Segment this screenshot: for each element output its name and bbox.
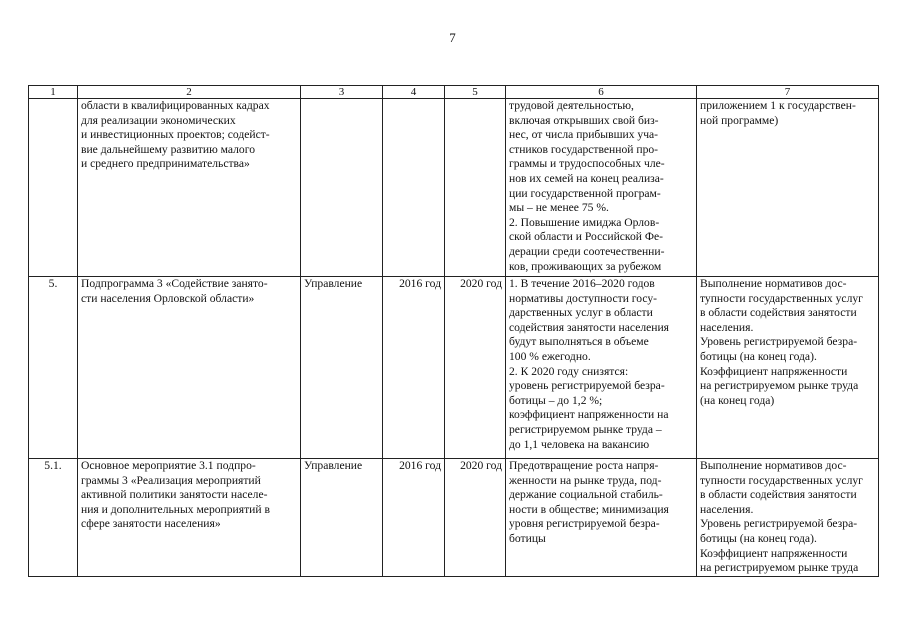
end-year	[445, 99, 506, 277]
expected-result: трудовой деятельностью, включая открывших свой биз- нес, от числа прибывших уча- стников государственной про- граммы и трудоспособных чле- нов их семей на конец реализа- ции государственной програм- мы – не менее 75 %. 2. Повышение имиджа Орлов- ской области и Российской Фе- дерации среди соотечественни- ков, проживающих за рубежом	[506, 99, 697, 277]
page-number: 7	[449, 30, 456, 45]
header-col-5: 5	[445, 86, 506, 99]
executor: Управление	[301, 277, 383, 459]
indicators: Выполнение нормативов дос- тупности государственных услуг в области содействия занятости населения. Уровень регистрируемой безра- ботицы (на конец года). Коэффициент напряженности на регистрируемом рынке труда (на конец года)	[697, 277, 879, 459]
start-year	[383, 99, 445, 277]
expected-result: 1. В течение 2016–2020 годов нормативы доступности госу- дарственных услуг в области содействия занятости населения будут выполняться в объеме 100 % ежегодно. 2. К 2020 году снизятся: уровень регистрируемой безра- ботицы – до 1,2 %; коэффициент напряженности на регистрируемом рынке труда – до 1,1 человека на вакансию	[506, 277, 697, 459]
measure-name: Основное мероприятие 3.1 подпро- граммы 3 «Реализация мероприятий активной политики занятости населе- ния и дополнительных мероприятий в сфере занятости населения»	[78, 459, 301, 577]
end-year: 2020 год	[445, 277, 506, 459]
indicators: приложением 1 к государствен- ной программе)	[697, 99, 879, 277]
expected-result: Предотвращение роста напря- женности на рынке труда, под- держание социальной стабиль- ности в обществе; минимизация уровня регистрируемой безра- ботицы	[506, 459, 697, 577]
header-col-1: 1	[29, 86, 78, 99]
indicators: Выполнение нормативов дос- тупности государственных услуг в области содействия занятости населения. Уровень регистрируемой безра- ботицы (на конец года). Коэффициент напряженности на регистрируемом рынке труда	[697, 459, 879, 577]
measure-name: Подпрограмма 3 «Содействие занято- сти населения Орловской области»	[78, 277, 301, 459]
executor	[301, 99, 383, 277]
row-number: 5.1.	[29, 459, 78, 577]
row-number: 5.	[29, 277, 78, 459]
header-col-6: 6	[506, 86, 697, 99]
program-table	[28, 85, 879, 577]
table-row	[29, 459, 879, 577]
executor: Управление	[301, 459, 383, 577]
header-col-7: 7	[697, 86, 879, 99]
header-col-2: 2	[78, 86, 301, 99]
table-row	[29, 99, 879, 277]
table-row	[29, 277, 879, 459]
row-number	[29, 99, 78, 277]
header-col-4: 4	[383, 86, 445, 99]
start-year: 2016 год	[383, 277, 445, 459]
header-col-3: 3	[301, 86, 383, 99]
measure-name: области в квалифицированных кадрах для реализации экономических и инвестиционных проектов; содейст- вие дальнейшему развитию малого и среднего предпринимательства»	[78, 99, 301, 277]
end-year: 2020 год	[445, 459, 506, 577]
header-row	[29, 86, 879, 99]
start-year: 2016 год	[383, 459, 445, 577]
